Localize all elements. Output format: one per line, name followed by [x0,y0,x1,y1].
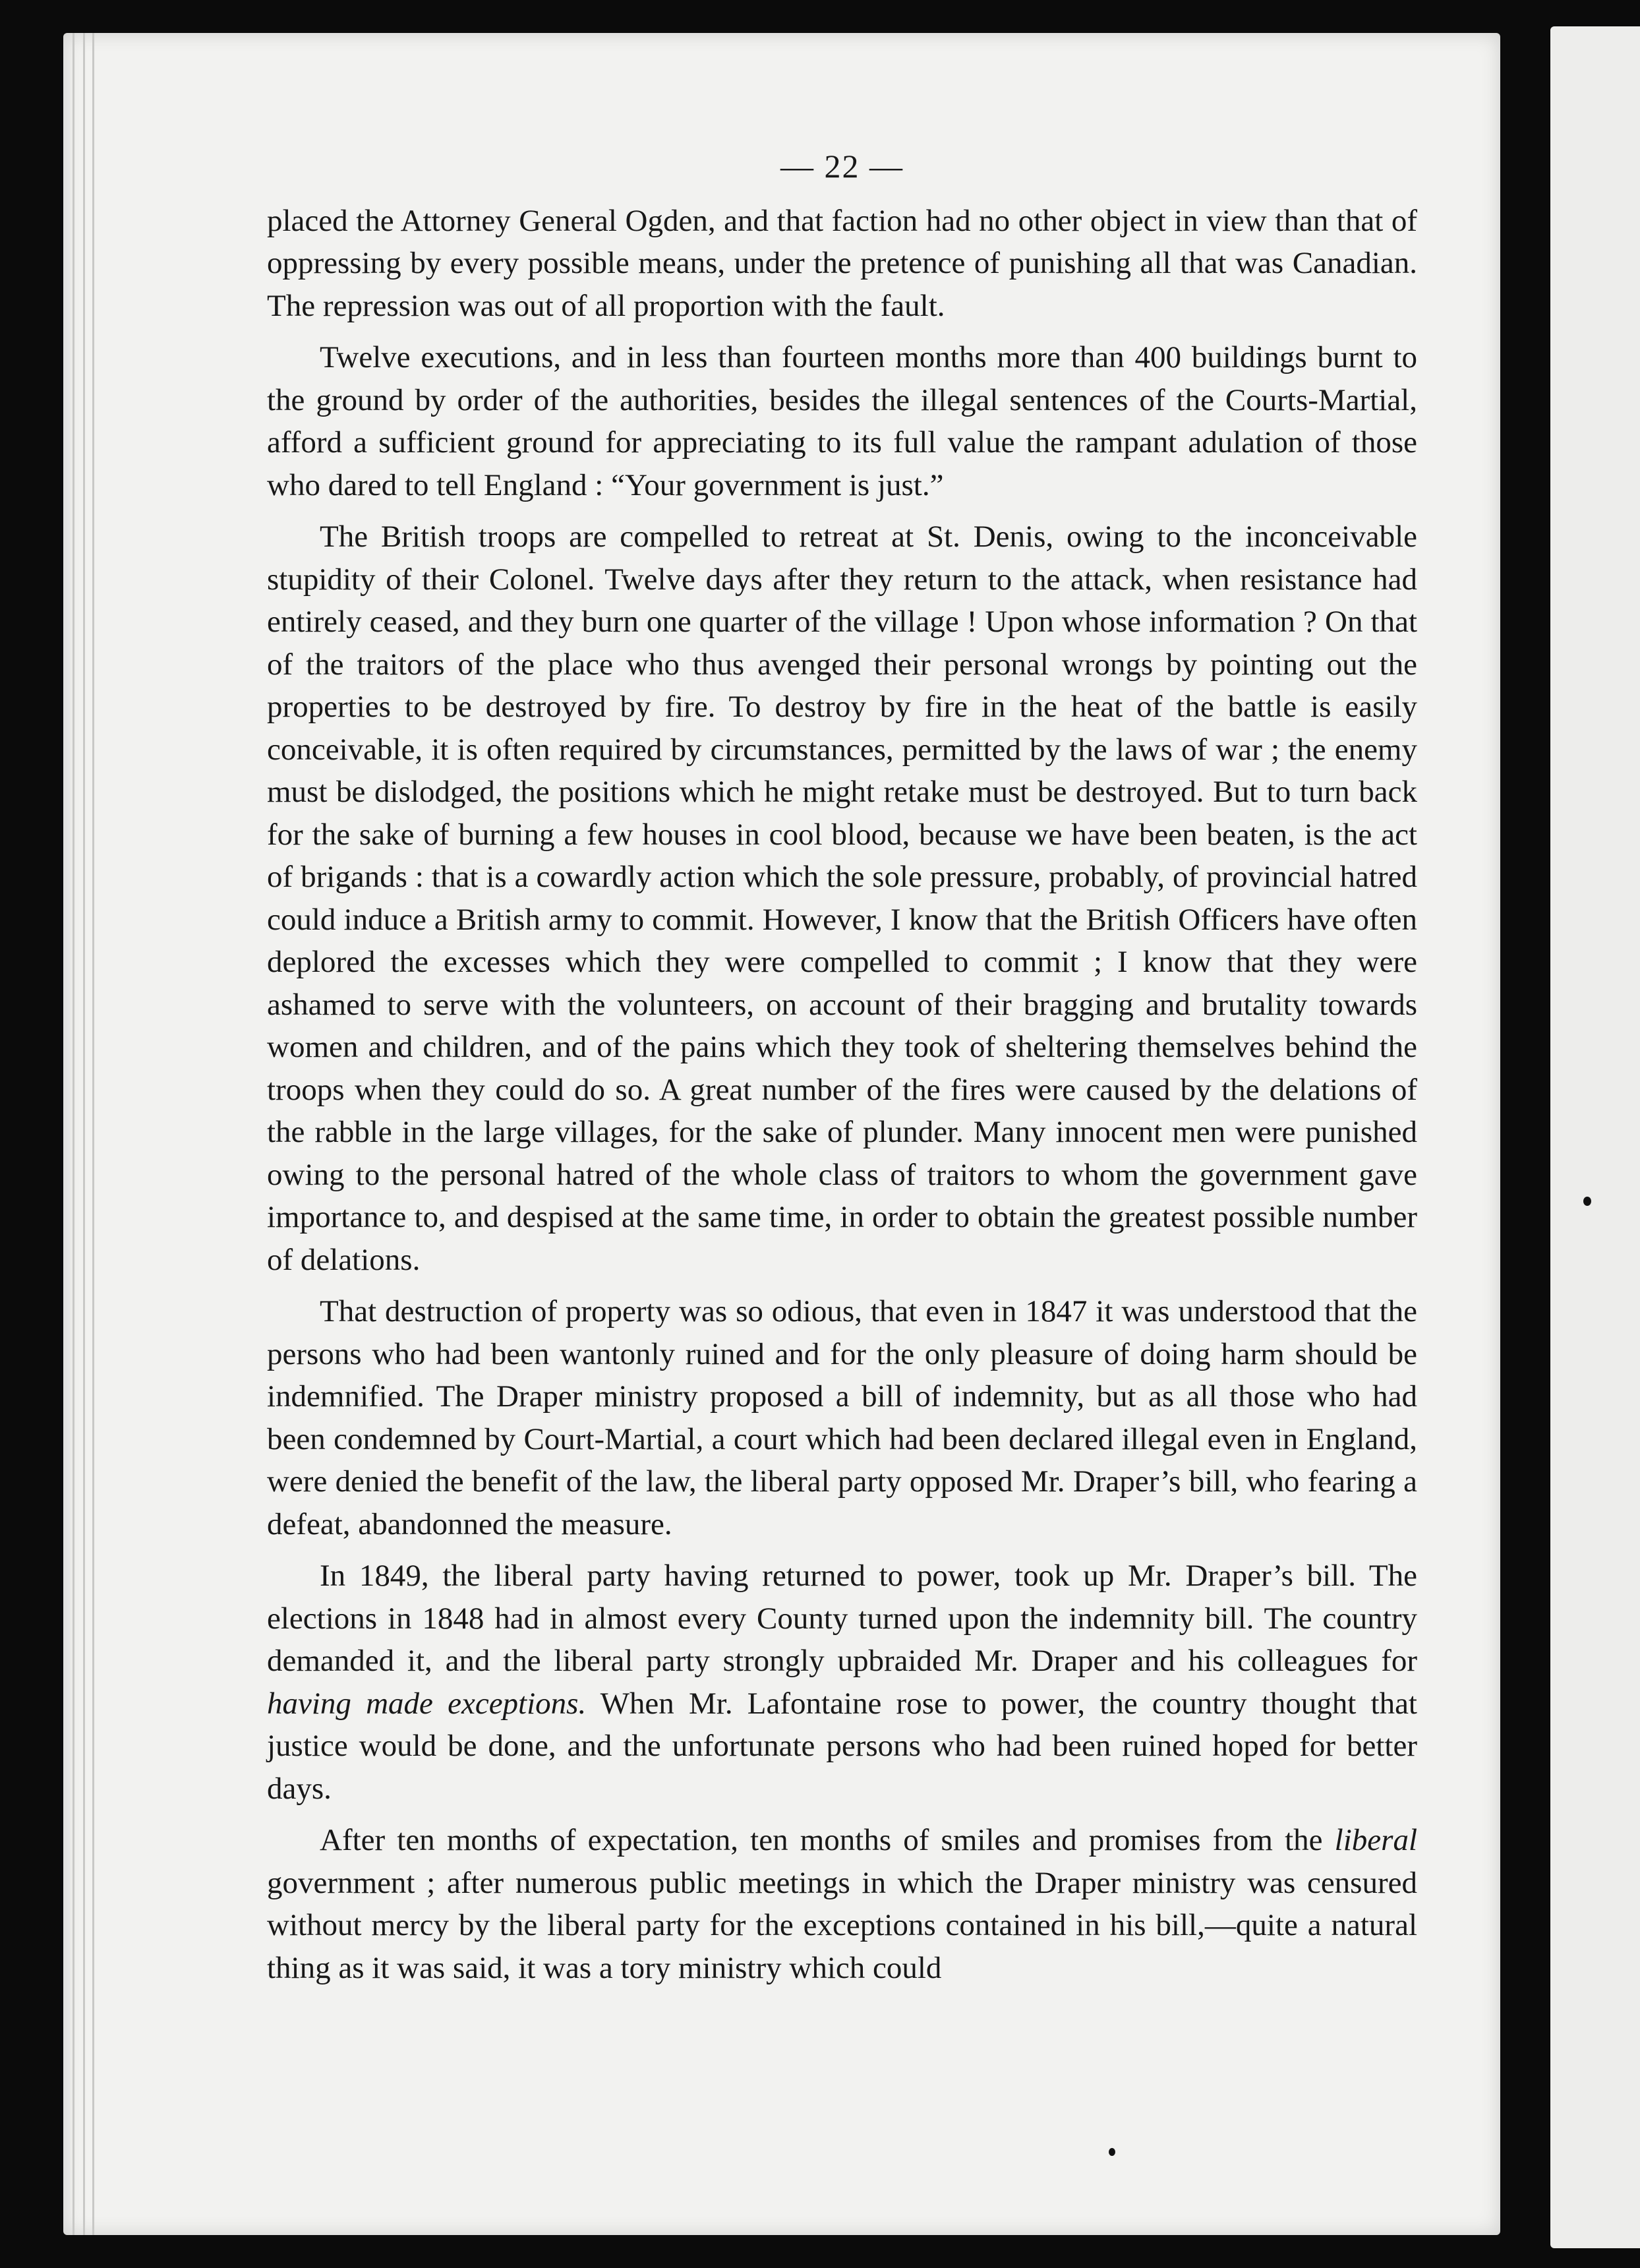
ink-speck [1109,2148,1115,2156]
ink-speck [1583,1197,1591,1206]
paragraph-text: Twelve executions, and in less than fourteen months more than 400 buildings burnt to the ground by order of the authorities, besides the illegal sentences of the Courts-Martial, afford a sufficient ground for appreciating to its full value the rampant adulation of those who dared to tell England : “Your government is just.” [267,340,1417,502]
paragraph [267,1290,1417,1545]
italic-text: liberal [1334,1823,1417,1857]
paragraph [267,336,1417,506]
page-edge-line [73,33,74,2235]
page-edge-line [92,33,94,2235]
page-number: — 22 — [780,148,904,185]
paragraph-text: placed the Attorney General Ogden, and that faction had no other object in view than that of oppressing by every possible means, under the pretence of punishing all that was Canadian. The repression was out of all proportion with the fault. [267,203,1417,323]
paragraph-text: government ; after numerous public meetings in which the Draper ministry was censured without mercy by the liberal party for the exceptions contained in his bill,—quite a natural thing as it was said, it was a tory ministry which could [267,1865,1417,1985]
paragraph-text: In 1849, the liberal party having returned to power, took up Mr. Draper’s bill. The elections in 1848 had in almost every County turned upon the indemnity bill. The country demanded it, and the liberal party strongly upbraided Mr. Draper and his colleagues for [267,1559,1417,1678]
paragraph-text: When Mr. Lafontaine rose to power, the country thought that justice would be done, and the unfortunate persons who had been ruined hoped for better days. [267,1686,1417,1806]
paragraph-text: That destruction of property was so odious, that even in 1847 it was understood that the persons who had been wantonly ruined and for the only pleasure of doing harm should be indemnified. The Draper ministry proposed a bill of indemnity, but as all those who had been condemned by Court-Martial, a court which had been declared illegal even in England, were denied the benefit of the law, the liberal party opposed Mr. Draper’s bill, who fearing a defeat, abandonned the measure. [267,1294,1417,1541]
body-text [267,200,1417,1990]
paragraph [267,200,1417,328]
page-edge-line [83,33,85,2235]
paragraph-text: After ten months of expectation, ten months of smiles and promises from the [320,1823,1335,1857]
text-column [267,145,1417,1998]
adjacent-page-edge [1550,26,1640,2248]
paragraph [267,516,1417,1281]
italic-text: having made exceptions. [267,1686,587,1721]
paragraph [267,1555,1417,1810]
paragraph-text: The British troops are compelled to retreat at St. Denis, owing to the inconceivable stupidity of their Colonel. Twelve days after they return to the attack, when resistance had entirely ceased, and they burn one quarter of the village ! Upon whose information ? On that of the traitors of the place who thus avenged their personal wrongs by pointing out the properties to be destroyed by fire. To destroy by fire in the heat of the battle is easily conceivable, it is often required by circumstances, permitted by the laws of war ; the enemy must be dislodged, the positions which he might retake must be destroyed. But to turn back for the sake of burning a few houses in cool blood, because we have been beaten, is the act of brigands : that is a cowardly action which the sole pressure, probably, of provincial hatred could induce a British army to commit. However, I know that the British Officers have often deplored the excesses which they were compelled to commit ; I know that they were ashamed to serve with the volunteers, on account of their bragging and brutality towards women and children, and of the pains which they took of sheltering themselves behind the troops when they could do so. A great number of the fires were caused by the delations of the rabble in the large villages, for the sake of plunder. Many innocent men were punished owing to the personal hatred of the whole class of traitors to whom the government gave importance to, and despised at the same time, in order to obtain the greatest possible number of delations. [267,520,1417,1277]
paragraph [267,1819,1417,1989]
